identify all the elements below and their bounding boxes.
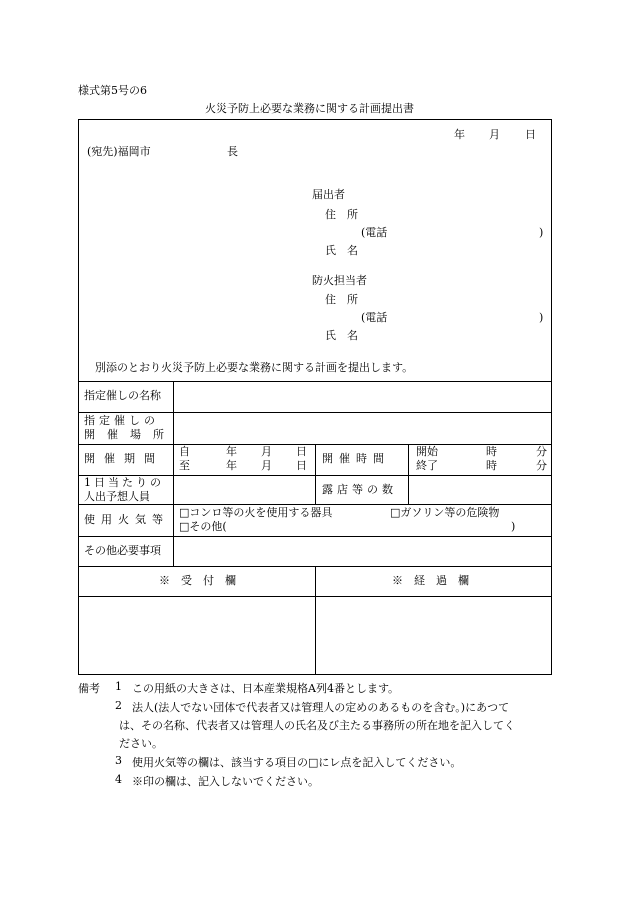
hours-end-prefix: 終了: [416, 459, 438, 472]
label-hours: 開催時間: [322, 452, 390, 465]
submitter-heading: 届出者: [312, 188, 345, 201]
submitter-phone: (電話: [361, 226, 388, 239]
note-2-number: 2: [115, 699, 122, 712]
hours-start-hour: 時: [486, 445, 497, 458]
progress-column-header: ※ 経 過 欄: [392, 574, 469, 587]
hours-start-prefix: 開始: [416, 445, 438, 458]
note-3: 使用火気等の欄は、該当する項目の□にレ点を記入してください。: [132, 756, 462, 769]
form-frame: [78, 119, 552, 675]
fire-manager-phone: (電話: [361, 311, 388, 324]
period-to-day: 日: [296, 459, 307, 472]
label-attendance-line1: 1日当たりの: [84, 476, 164, 489]
label-period: 開催期間: [84, 452, 164, 465]
period-from-prefix: 自: [179, 445, 190, 458]
period-to-month: 月: [261, 459, 272, 472]
statement: 別添のとおり火災予防上必要な業務に関する計画を提出します。: [95, 361, 414, 374]
form-number: 様式第5号の6: [78, 84, 147, 97]
label-fire-use: 使用火気等: [84, 513, 169, 526]
date-day: 日: [525, 128, 536, 141]
label-venue-line2: 開催場所: [84, 428, 176, 441]
reception-column-header: ※ 受 付 欄: [159, 574, 236, 587]
submitter-name: 氏 名: [325, 244, 358, 257]
period-to-year: 年: [226, 459, 237, 472]
label-stalls: 露店等の数: [322, 483, 397, 496]
note-1: この用紙の大きさは、日本産業規格A列4番とします。: [132, 682, 400, 695]
period-from-year: 年: [226, 445, 237, 458]
fire-manager-address: 住 所: [325, 293, 358, 306]
fire-option-other[interactable]: □その他(: [179, 520, 227, 533]
period-from-day: 日: [296, 445, 307, 458]
fire-option-other-close: ): [511, 520, 516, 533]
period-from-month: 月: [261, 445, 272, 458]
fire-manager-heading: 防火担当者: [312, 274, 367, 287]
note-1-number: 1: [115, 680, 122, 693]
hours-end-hour: 時: [486, 459, 497, 472]
label-venue-line1: [84, 414, 168, 428]
note-2-line1: 法人(法人でない団体で代表者又は管理人の定めのあるものを含む。)にあつて: [132, 701, 510, 714]
label-other: その他必要事項: [84, 544, 161, 557]
label-attendance-line2: 人出予想人員: [84, 490, 150, 503]
note-3-number: 3: [115, 754, 122, 767]
date-year: 年: [454, 128, 465, 141]
label-event-name: 指定催しの名称: [84, 389, 161, 402]
fire-option-stove[interactable]: □コンロ等の火を使用する器具: [179, 506, 333, 519]
fire-option-gasoline[interactable]: □ガソリン等の危険物: [390, 506, 500, 519]
notes-heading: 備考: [78, 682, 100, 695]
page-title: 火災予防上必要な業務に関する計画提出書: [205, 102, 414, 115]
hours-end-minute: 分: [536, 459, 547, 472]
addressee-prefix: (宛先)福岡市: [87, 145, 151, 158]
note-2-line3: ださい。: [119, 737, 163, 750]
hours-start-minute: 分: [536, 445, 547, 458]
fire-manager-name: 氏 名: [325, 329, 358, 342]
note-4-number: 4: [115, 773, 122, 786]
submitter-phone-close: ): [539, 226, 544, 239]
period-to-prefix: 至: [179, 459, 190, 472]
submitter-address: 住 所: [325, 208, 358, 221]
addressee-suffix: 長: [227, 145, 238, 158]
note-2-line2: は、その名称、代表者又は管理人の氏名及び主たる事務所の所在地を記入してく: [119, 719, 515, 732]
fire-manager-phone-close: ): [539, 311, 544, 324]
venue-line1-text: 指定催しの: [84, 414, 159, 427]
date-month: 月: [489, 128, 500, 141]
note-4: ※印の欄は、記入しないでください。: [132, 775, 319, 788]
